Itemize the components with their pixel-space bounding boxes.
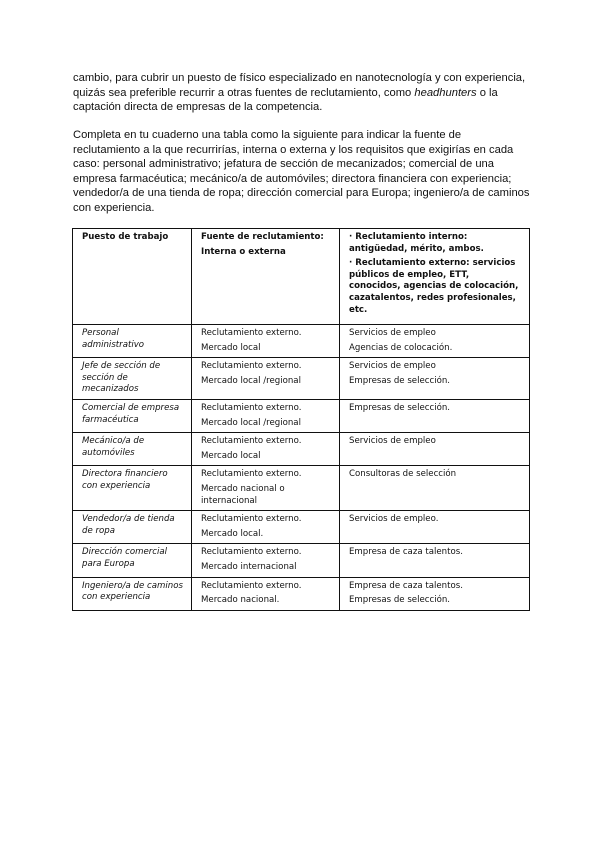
cell-puesto [73,544,192,577]
cell-fuente [192,325,340,358]
table-row [73,325,530,358]
cell-fuente [192,433,340,466]
fuente-line: Mercado nacional. [201,595,280,606]
puesto-text: Personal administrativo [82,328,145,350]
header-puesto [73,229,192,325]
cell-requisitos [340,358,530,400]
fuente-line: Reclutamiento externo. [201,328,302,338]
table-row [73,399,530,432]
header-fuente [192,229,340,325]
header-puesto-text: Puesto de trabajo [82,232,169,242]
cell-puesto [73,466,192,511]
cell-requisitos [340,466,530,511]
cell-puesto [73,399,192,432]
header-requisitos-line2: · Reclutamiento externo: servicios públicos de empleo, ETT, conocidos, agencias de colocación, cazatalentos, redes profesionales, etc. [349,258,519,315]
requisitos-line: Empresas de selección. [349,402,451,413]
intro-paragraph [73,71,531,115]
cell-fuente [192,544,340,577]
cell-requisitos [340,544,530,577]
puesto-text: Vendedor/a de tienda de ropa [82,514,175,536]
fuente-line: Reclutamiento externo. [201,469,302,480]
fuente-line: Mercado local /regional [201,375,301,386]
instruction-paragraph: Completa en tu cuaderno una tabla como la siguiente para indicar la fuente de reclutamiento a la que recurrirías, interna o externa y los requisitos que exigirías en cada caso: personal administrativo; jefatura de sección de mecanizados; comercial de una empresa farmacéutica; mecánico/a de automóviles; directora financiera con experiencia; vendedor/a de una tienda de ropa; dirección comercial para Europa; ingeniero/a de caminos con experiencia. [73,129,530,214]
fuente-line: Reclutamiento externo. [201,402,302,413]
table-row [73,358,530,400]
cell-fuente [192,399,340,432]
fuente-line: Mercado local [201,342,261,353]
cell-requisitos [340,577,530,610]
cell-puesto [73,358,192,400]
requisitos-line: Empresas de selección. [349,595,451,606]
cell-puesto [73,577,192,610]
requisitos-line: Servicios de empleo [349,328,436,338]
fuente-line: Mercado local. [201,528,264,539]
cell-requisitos [340,325,530,358]
requisitos-line: Servicios de empleo [349,436,436,447]
cell-puesto [73,325,192,358]
cell-fuente [192,466,340,511]
table-row [73,544,530,577]
cell-requisitos [340,511,530,544]
fuente-line: Mercado local [201,450,261,461]
fuente-line: Mercado internacional [201,561,297,572]
header-requisitos-line1: · Reclutamiento interno: antigüedad, mérito, ambos. [349,232,484,254]
cell-fuente [192,511,340,544]
puesto-text: Dirección comercial para Europa [82,547,168,569]
requisitos-line: Empresa de caza talentos. [349,547,463,558]
fuente-line: Reclutamiento externo. [201,547,302,558]
fuente-line: Reclutamiento externo. [201,580,302,591]
requisitos-line: Consultoras de selección [349,469,457,480]
cell-requisitos [340,433,530,466]
requisitos-line: Agencias de colocación. [349,342,453,353]
cell-fuente [192,577,340,610]
intro-text-emphasis: headhunters [414,86,477,99]
cell-requisitos [340,399,530,432]
cell-fuente [192,358,340,400]
header-fuente-line2: Interna o externa [201,246,286,257]
table-header-row [73,229,530,325]
requisitos-line: Servicios de empleo. [349,514,439,525]
fuente-line: Mercado local /regional [201,417,301,428]
fuente-line: Mercado nacional o internacional [201,483,285,506]
requisitos-line: Empresas de selección. [349,375,451,386]
fuente-line: Reclutamiento externo. [201,514,302,525]
table-row [73,511,530,544]
intro-text-end: o la captación directa de empresas de la competencia. [73,86,498,114]
cell-puesto [73,511,192,544]
table-row [73,577,530,610]
table-row [73,466,530,511]
requisitos-line: Empresa de caza talentos. [349,580,463,591]
recruitment-table [72,228,530,611]
fuente-line: Reclutamiento externo. [201,436,302,447]
puesto-text: Mecánico/a de automóviles [82,436,145,458]
puesto-text: Ingeniero/a de caminos con experiencia [82,580,183,603]
intro-text-start: cambio, para cubrir un puesto de físico especializado en nanotecnología y con experiencia, quizás sea preferible recurrir a otras fuentes de reclutamiento, como [73,72,526,99]
puesto-text: Comercial de empresa farmacéutica [82,402,180,425]
puesto-text: Jefe de sección de sección de mecanizados [82,361,161,395]
table-row [73,433,530,466]
header-fuente-line1: Fuente de reclutamiento: [201,232,324,242]
fuente-line: Reclutamiento externo. [201,361,302,372]
cell-puesto [73,433,192,466]
puesto-text: Directora financiero con experiencia [82,469,168,491]
header-requisitos [340,229,530,325]
requisitos-line: Servicios de empleo [349,361,436,372]
